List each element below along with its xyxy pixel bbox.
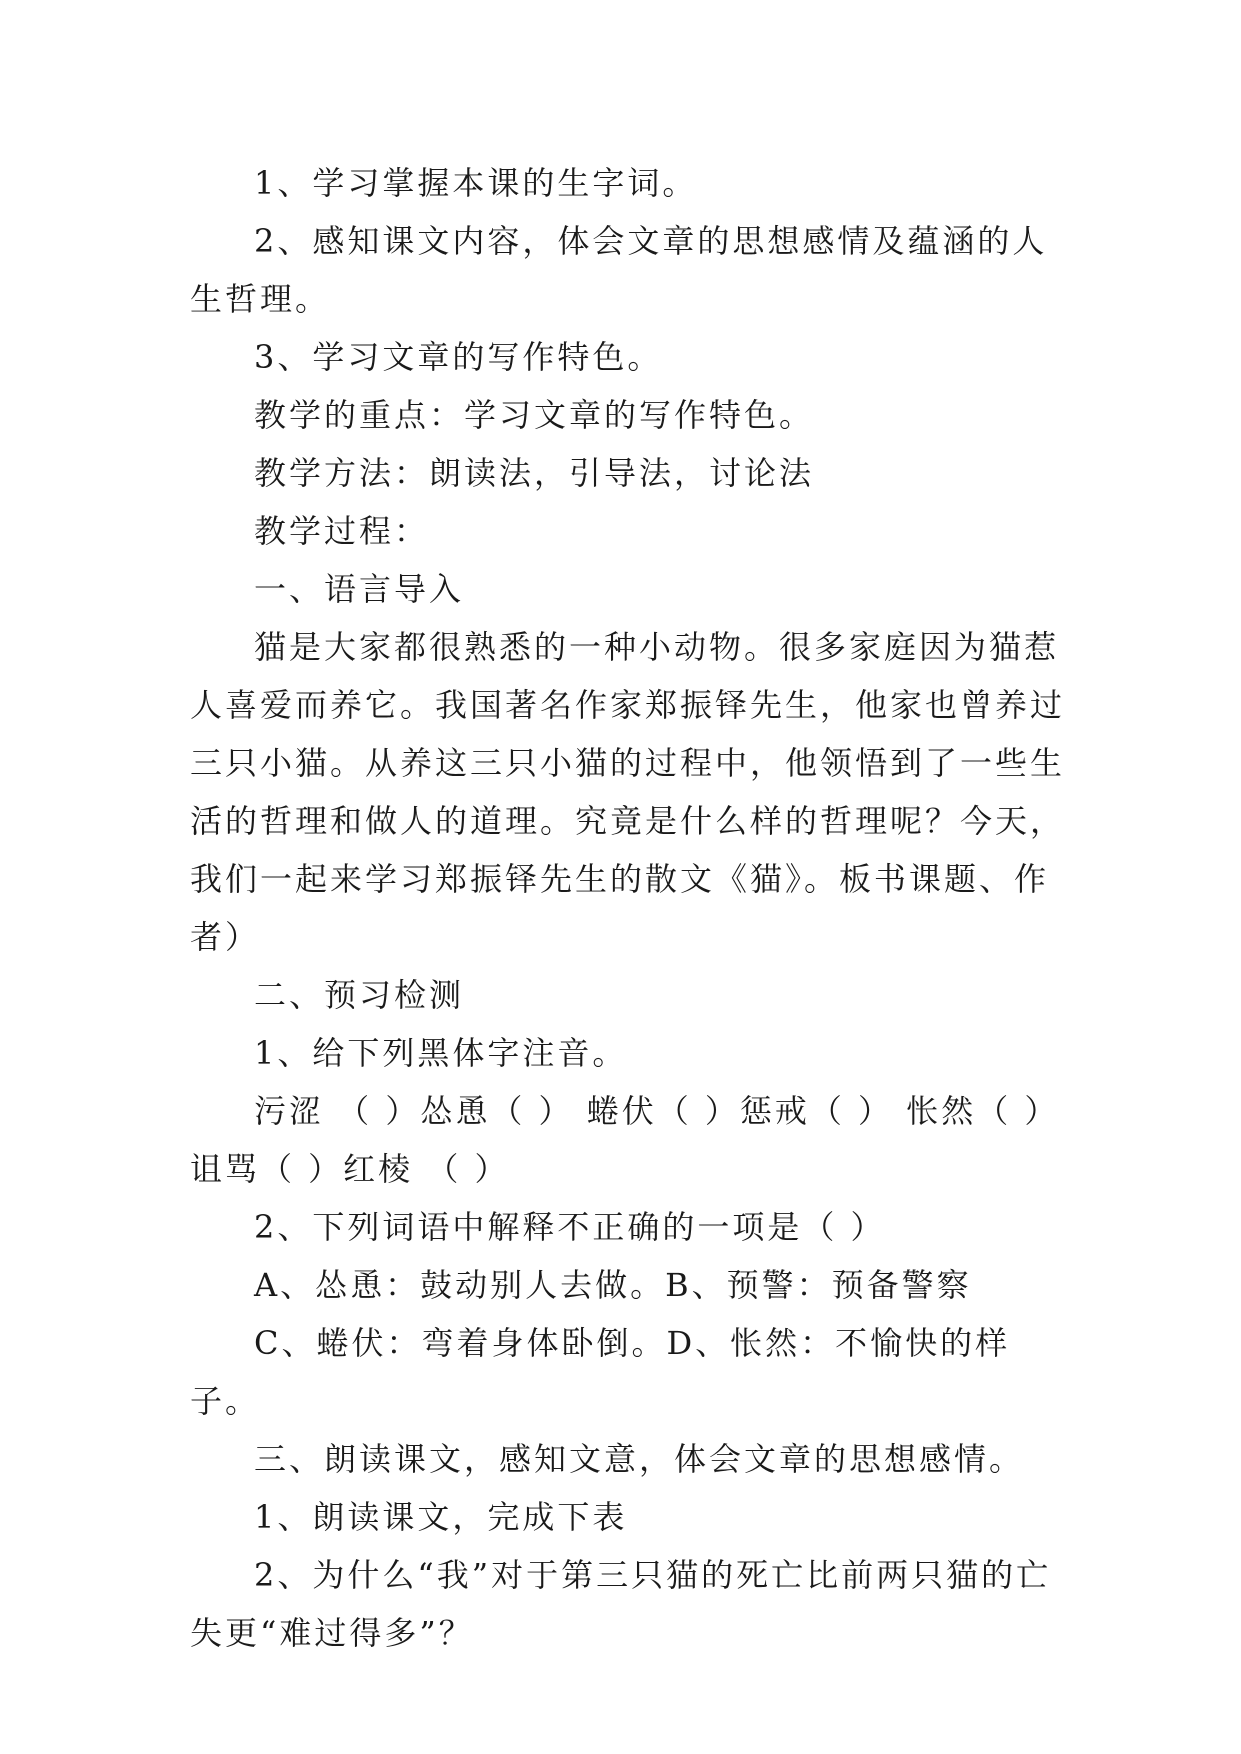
question-1: 1、给下列黑体字注音。 bbox=[254, 1034, 628, 1072]
section-3-heading: 三、朗读课文，感知文意，体会文章的思想感情。 bbox=[254, 1440, 1025, 1478]
pinyin-items-line-1: 污涩 （ ）怂恿（ ） 蜷伏（ ）惩戒（ ） 怅然（ ） bbox=[254, 1092, 1060, 1130]
section-3-task-2: 2、为什么“我”对于第三只猫的死亡比前两只猫的亡失更“难过得多”？ bbox=[190, 1556, 1052, 1652]
question-2-options-cd: C、蜷伏：弯着身体卧倒。D、怅然：不愉快的样子。 bbox=[190, 1324, 1011, 1420]
introduction-paragraph: 猫是大家都很熟悉的一种小动物。很多家庭因为猫惹人喜爱而养它。我国著名作家郑振铎先生，他家也曾养过三只小猫。从养这三只小猫的过程中，他领悟到了一些生活的哲理和做人的道理。究竟是什么样的哲理呢？今天，我们一起来学习郑振铎先生的散文《猫》。板书课题、作者） bbox=[190, 628, 1066, 956]
question-2: 2、下列词语中解释不正确的一项是（ ） bbox=[254, 1208, 886, 1246]
teaching-process-heading: 教学过程： bbox=[254, 512, 430, 550]
section-2-heading: 二、预习检测 bbox=[254, 976, 465, 1014]
section-3-task-1: 1、朗读课文，完成下表 bbox=[254, 1498, 628, 1536]
teaching-methods: 教学方法：朗读法，引导法，讨论法 bbox=[254, 454, 815, 492]
teaching-focus: 教学的重点：学习文章的写作特色。 bbox=[254, 396, 815, 434]
objective-1: 1、学习掌握本课的生字词。 bbox=[254, 164, 698, 202]
document-body bbox=[190, 154, 1070, 1662]
objective-2: 2、感知课文内容，体会文章的思想感情及蕴涵的人生哲理。 bbox=[190, 222, 1048, 318]
objective-3: 3、学习文章的写作特色。 bbox=[254, 338, 663, 376]
pinyin-items-line-2: 诅骂（ ）红棱 （ ） bbox=[190, 1150, 510, 1188]
question-2-options-ab: A、怂恿：鼓动别人去做。B、预警：预备警察 bbox=[254, 1266, 972, 1304]
section-1-heading: 一、语言导入 bbox=[254, 570, 465, 608]
